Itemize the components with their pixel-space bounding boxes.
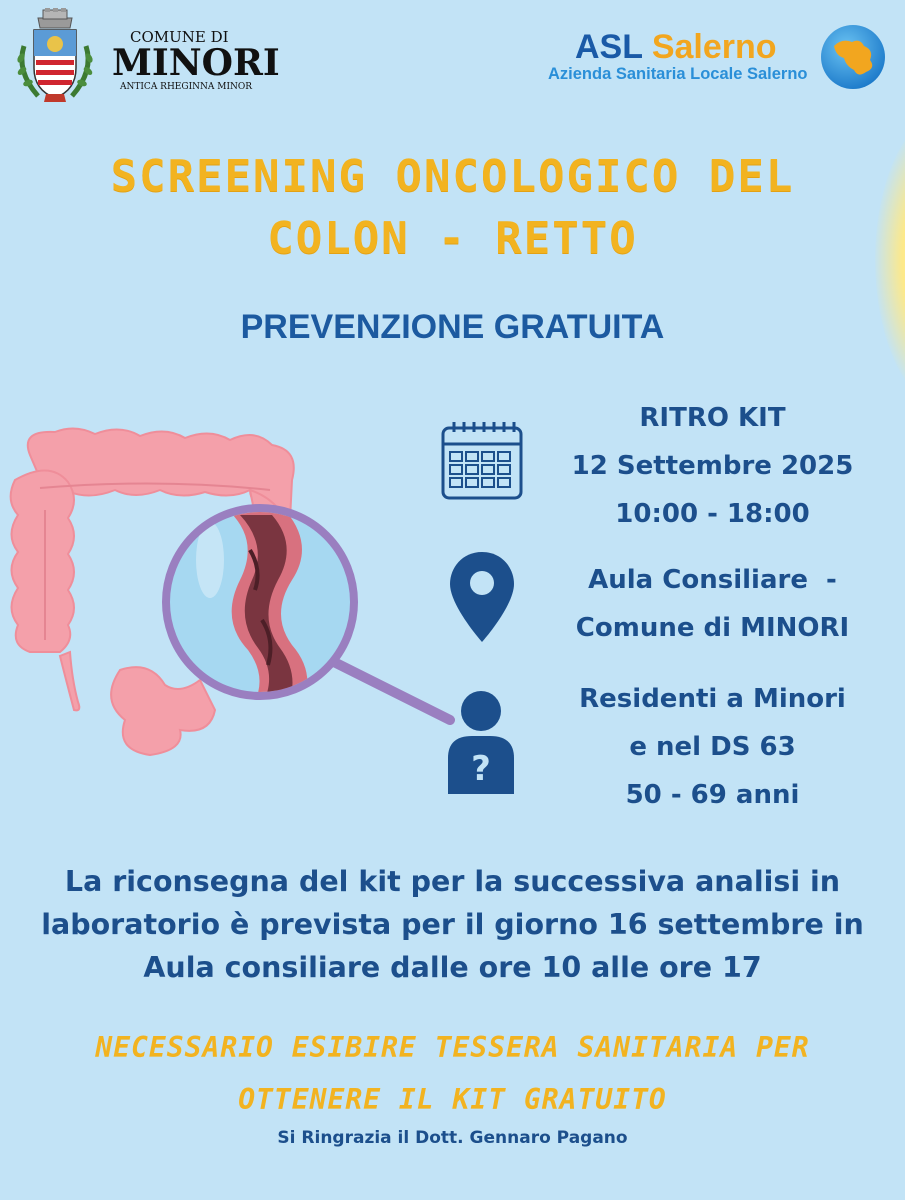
eligibility-line2: e nel DS 63 — [629, 732, 796, 762]
subtitle: PREVENZIONE GRATUITA — [240, 308, 665, 346]
asl-logo — [545, 28, 895, 98]
asl-globe-icon — [820, 24, 886, 90]
location-info-line1: Aula Consiliare - — [588, 565, 837, 595]
svg-text:?: ? — [471, 749, 491, 789]
asl-name-part2: Salerno — [651, 28, 777, 66]
main-title-line2: COLON - RETTO — [267, 213, 638, 264]
health-card-notice-line1: NECESSARIO ESIBIRE TESSERA SANITARIA PER — [95, 1031, 810, 1064]
main-title-line1: SCREENING ONCOLOGICO DEL — [110, 151, 795, 202]
return-kit-line2: laboratorio è prevista per il giorno 16 settembre in — [41, 908, 864, 941]
eligibility-line1: Residenti a Minori — [579, 684, 846, 714]
municipality-line1: COMUNE DI — [130, 28, 229, 46]
person-question-icon — [446, 690, 516, 796]
asl-name-part1: ASL — [575, 28, 643, 66]
municipality-name: MINORI — [112, 42, 280, 84]
kit-info-title: RITRO KIT — [639, 403, 786, 433]
return-kit-line3: Aula consiliare dalle ore 10 alle ore 17 — [143, 951, 762, 984]
eligibility-age: 50 - 69 anni — [625, 780, 800, 810]
return-kit-notice — [20, 860, 885, 989]
asl-subtitle: Azienda Sanitaria Locale Salerno — [548, 65, 808, 83]
thanks-line: Si Ringrazia il Dott. Gennaro Pagano — [277, 1128, 628, 1148]
location-pin-icon — [448, 550, 516, 644]
asl-name — [575, 28, 777, 67]
kit-info — [545, 394, 880, 538]
coat-of-arms-icon — [10, 6, 100, 106]
eligibility-info — [545, 675, 880, 819]
location-info-line2: Comune di MINORI — [575, 613, 850, 643]
kit-info-date: 12 Settembre 2025 — [571, 451, 854, 481]
municipality-motto: ANTICA RHEGINNA MINOR — [120, 82, 253, 92]
calendar-icon — [440, 420, 524, 500]
kit-info-time: 10:00 - 18:00 — [615, 499, 810, 529]
health-card-notice-line2: OTTENERE IL KIT GRATUITO — [238, 1083, 667, 1116]
return-kit-line1: La riconsegna del kit per la successiva analisi in — [64, 865, 841, 898]
colon-magnifier-illustration — [0, 420, 470, 780]
minori-logo — [10, 6, 280, 106]
location-info — [545, 556, 880, 652]
